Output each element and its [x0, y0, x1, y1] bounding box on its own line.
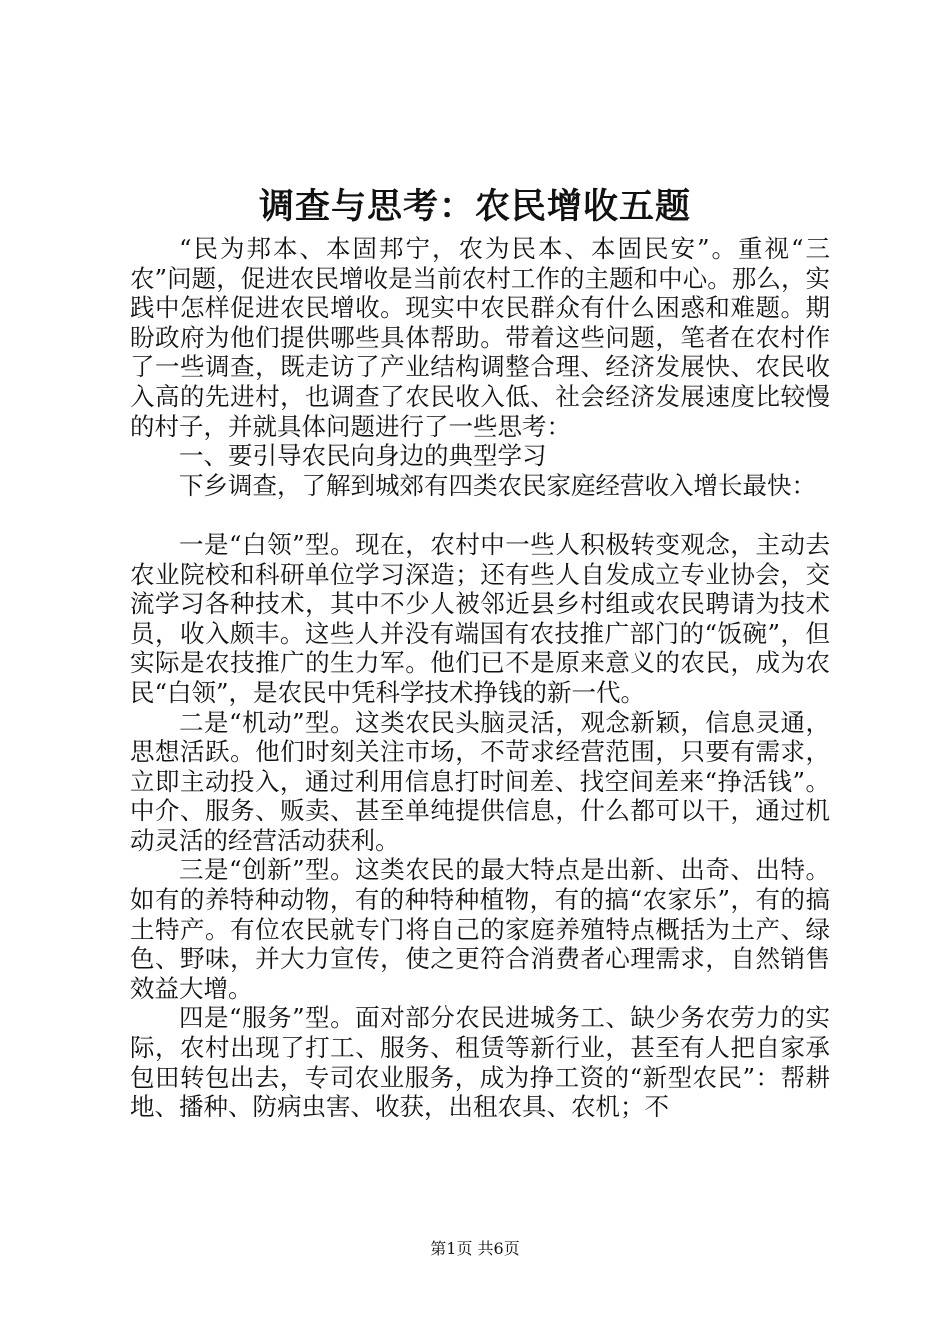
page-footer: 第1页 共6页 [430, 1239, 520, 1258]
paragraph-type-4: 四是“服务”型。面对部分农民进城务工、缺少务农劳力的实际，农村出现了打工、服务、租赁等新行业，甚至有人把自家承包田转包出去，专司农业服务，成为挣工资的“新型农民”：帮耕地、播种、防病虫害、收获，出租农具、农机；不 [130, 1003, 830, 1122]
paragraph-type-2: 二是“机动”型。这类农民头脑灵活，观念新颖，信息灵通，思想活跃。他们时刻关注市场，不苛求经营范围，只要有需求，立即主动投入，通过利用信息打时间差、找空间差来“挣活钱”。中介、服务、贩卖、甚至单纯提供信息，什么都可以干，通过机动灵活的经营活动获利。 [130, 707, 830, 855]
document-title: 调查与思考：农民增收五题 [258, 186, 691, 227]
paragraph-type-1: 一是“白领”型。现在，农村中一些人积极转变观念，主动去农业院校和科研单位学习深造；还有些人自发成立专业协会，交流学习各种技术，其中不少人被邻近县乡村组或农民聘请为技术员，收入颇丰。这些人并没有端国有农技推广部门的“饭碗”，但实际是农技推广的生力军。他们已不是原来意义的农民，成为农民“白领”，是农民中凭科学技术挣钱的新一代。 [130, 529, 830, 707]
document-body [130, 234, 830, 1122]
section-heading: 一、要引导农民向身边的典型学习 [179, 441, 547, 471]
paragraph-intro: “民为邦本、本固邦宁，农为民本、本固民安”。重视“三农”问题，促进农民增收是当前农村工作的主题和中心。那么，实践中怎样促进农民增收。现实中农民群众有什么困惑和难题。期盼政府为他们提供哪些具体帮助。带着这些问题，笔者在农村作了一些调查，既走访了产业结构调整合理、经济发展快、农民收入高的先进村，也调查了农民收入低、社会经济发展速度比较慢的村子，并就具体问题进行了一些思考： [130, 234, 830, 441]
paragraph-type-3: 三是“创新”型。这类农民的最大特点是出新、出奇、出特。如有的养特种动物，有的种特种植物，有的搞“农家乐”，有的搞土特产。有位农民就专门将自己的家庭养殖特点概括为土产、绿色、野味，并大力宣传，使之更符合消费者心理需求，自然销售效益大增。 [130, 855, 830, 1003]
paragraph-survey: 下乡调查，了解到城郊有四类农民家庭经营收入增长最快： [179, 470, 816, 500]
